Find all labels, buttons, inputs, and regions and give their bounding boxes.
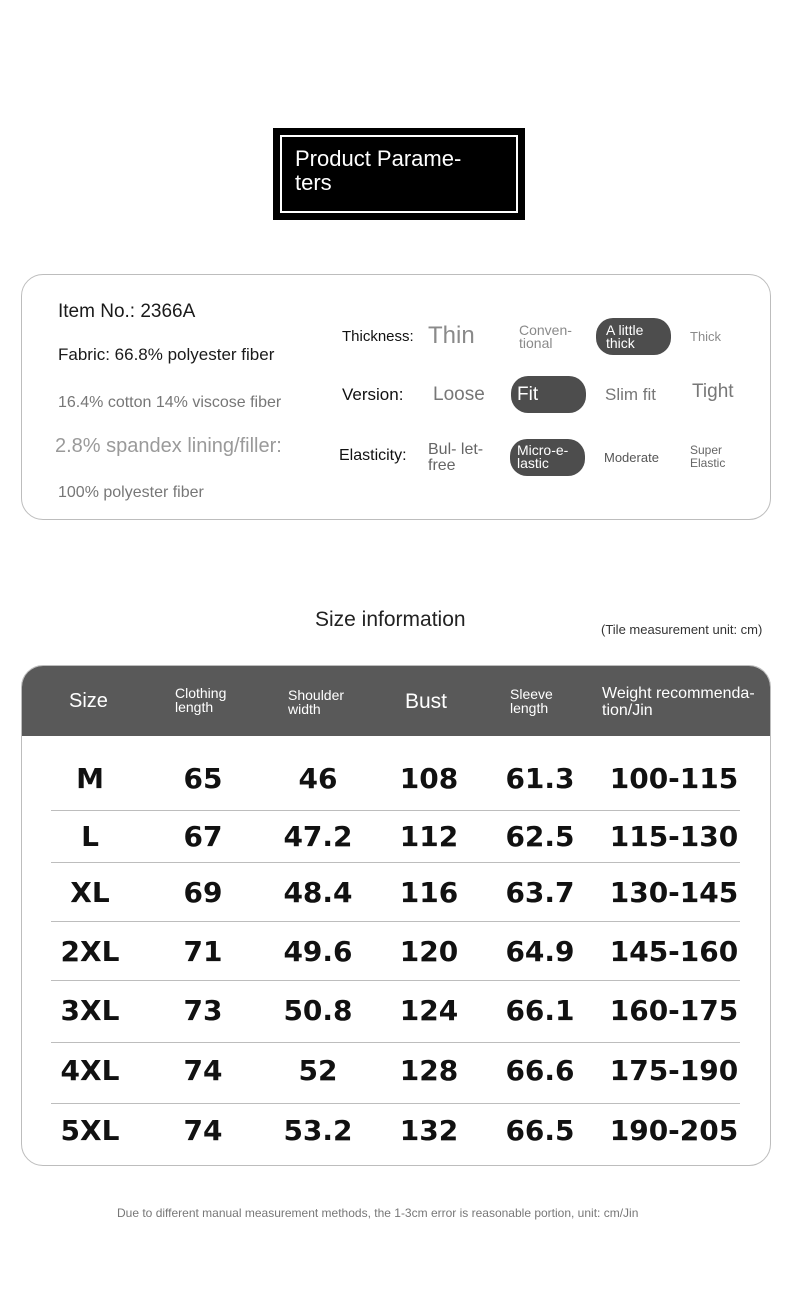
row-divider (51, 810, 740, 811)
cell-size: 3XL (60, 994, 120, 1027)
cell-weight: 175-190 (609, 1053, 739, 1087)
elasticity-option-bullet-free: Bul- let-free (428, 441, 484, 474)
cell-sleeve-length: 66.5 (505, 1113, 575, 1147)
cell-clothing-length: 69 (183, 876, 223, 909)
measurement-unit-note: (Tile measurement unit: cm) (601, 622, 763, 637)
row-divider (51, 1042, 740, 1043)
cell-shoulder-width: 53.2 (283, 1113, 353, 1147)
elasticity-label: Elasticity: (339, 447, 407, 464)
cell-weight: 100-115 (609, 761, 739, 795)
thickness-option-thick: Thick (690, 329, 722, 344)
table-row (22, 1040, 771, 1100)
version-label: Version: (342, 385, 404, 404)
table-row (22, 863, 771, 922)
cell-sleeve-length: 64.9 (505, 935, 575, 968)
cell-clothing-length: 67 (183, 820, 223, 853)
row-divider (51, 862, 740, 863)
cell-sleeve-length: 61.3 (505, 761, 575, 795)
cell-weight: 130-145 (609, 876, 739, 909)
cell-shoulder-width: 48.4 (283, 876, 353, 909)
cell-weight: 190-205 (609, 1113, 739, 1147)
version-option-loose: Loose (433, 384, 485, 405)
cell-bust: 128 (399, 1053, 459, 1087)
thickness-label: Thickness: (342, 328, 414, 345)
cell-shoulder-width: 52 (298, 1053, 338, 1087)
cell-sleeve-length: 66.1 (505, 994, 575, 1027)
row-divider (51, 921, 740, 922)
thickness-option-a-little-thick-selected: A little thick (596, 318, 671, 355)
cell-sleeve-length: 66.6 (505, 1053, 575, 1087)
header-weight-recommendation: Weight recommenda- tion/Jin (602, 685, 755, 719)
cell-bust: 132 (399, 1113, 459, 1147)
header-sleeve-length: Sleeve length (510, 686, 553, 716)
cell-clothing-length: 73 (183, 994, 223, 1027)
elasticity-option-super-elastic: Super Elastic (690, 443, 726, 470)
cell-shoulder-width: 49.6 (283, 935, 353, 968)
table-row (22, 981, 771, 1040)
table-row (22, 746, 771, 810)
header-size: Size (69, 690, 108, 712)
parameter-card (21, 274, 771, 520)
thickness-option-conventional: Conven- tional (519, 322, 572, 351)
cell-size: 5XL (60, 1113, 120, 1147)
cell-bust: 116 (399, 876, 459, 909)
row-divider (51, 980, 740, 981)
title-banner (273, 128, 525, 220)
cell-shoulder-width: 50.8 (283, 994, 353, 1027)
version-option-tight: Tight (692, 381, 734, 402)
lining-polyester: 100% polyester fiber (58, 484, 204, 501)
cell-weight: 115-130 (609, 820, 739, 853)
cell-clothing-length: 74 (183, 1053, 223, 1087)
version-option-fit-selected: Fit (511, 376, 586, 413)
cell-clothing-length: 74 (183, 1113, 223, 1147)
table-row (22, 922, 771, 981)
size-table-header (22, 666, 771, 736)
cell-bust: 108 (399, 761, 459, 795)
version-option-slim-fit: Slim fit (605, 385, 656, 404)
cell-size: 4XL (60, 1053, 120, 1087)
cell-size: XL (70, 876, 110, 909)
cell-bust: 124 (399, 994, 459, 1027)
size-section-title: Size information (315, 608, 466, 631)
elasticity-option-moderate: Moderate (604, 450, 659, 465)
thickness-option-thin: Thin (428, 322, 475, 349)
size-table (21, 665, 771, 1166)
fabric-composition: Fabric: 66.8% polyester fiber (58, 345, 275, 364)
cell-size: M (76, 761, 104, 795)
cell-size: 2XL (60, 935, 120, 968)
row-divider (51, 1103, 740, 1104)
header-shoulder-width: Shoulder width (288, 687, 345, 717)
cell-clothing-length: 71 (183, 935, 223, 968)
cell-weight: 145-160 (609, 935, 739, 968)
cell-bust: 120 (399, 935, 459, 968)
elasticity-option-micro-elastic-selected: Micro-e- lastic (510, 439, 585, 476)
cell-bust: 112 (399, 820, 459, 853)
cell-sleeve-length: 62.5 (505, 820, 575, 853)
table-row (22, 1100, 771, 1160)
table-row (22, 810, 771, 863)
item-number: Item No.: 2366A (58, 301, 196, 322)
fabric-cotton: 16.4% cotton 14% viscose fiber (58, 394, 282, 411)
cell-weight: 160-175 (609, 994, 739, 1027)
cell-shoulder-width: 46 (298, 761, 338, 795)
cell-sleeve-length: 63.7 (505, 876, 575, 909)
cell-shoulder-width: 47.2 (283, 820, 353, 853)
header-bust: Bust (405, 690, 448, 713)
cell-clothing-length: 65 (183, 761, 223, 795)
measurement-footnote: Due to different manual measurement methods, the 1-3cm error is reasonable portion, unit: cm/Jin (117, 1206, 639, 1220)
page-title: Product Parame- ters (295, 146, 462, 195)
cell-size: L (81, 820, 99, 853)
header-clothing-length: Clothing length (175, 685, 227, 715)
fabric-spandex: 2.8% spandex lining/filler: (55, 435, 282, 457)
